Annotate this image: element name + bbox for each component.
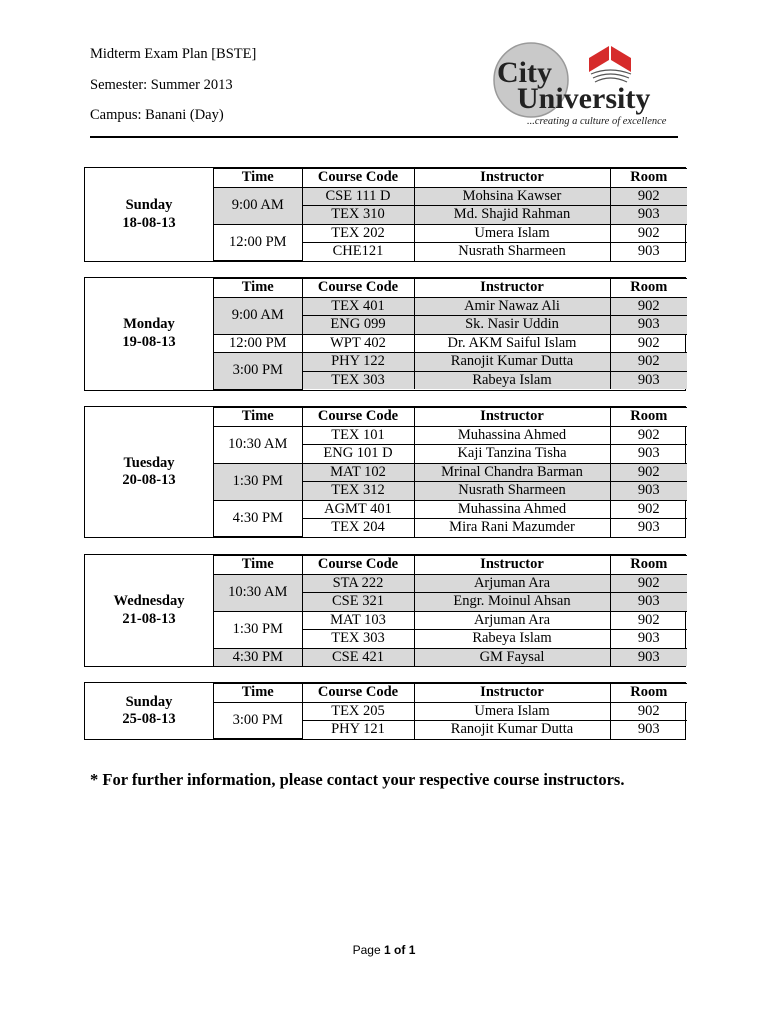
- instructor-cell: Muhassina Ahmed: [414, 500, 610, 519]
- day-cell: [85, 683, 214, 739]
- course-code-cell: ENG 099: [302, 316, 414, 335]
- header-time: Time: [214, 684, 302, 703]
- page-current: 1: [383, 943, 391, 957]
- room-cell: 902: [610, 353, 687, 372]
- day-cell: [85, 407, 214, 537]
- time-cell: 9:00 AM: [214, 297, 302, 334]
- header-room: Room: [610, 556, 687, 575]
- course-code-cell: CSE 321: [302, 593, 414, 612]
- instructor-cell: Mohsina Kawser: [414, 187, 610, 206]
- header-rule: [90, 136, 678, 138]
- course-code-cell: MAT 103: [302, 611, 414, 630]
- header-time: Time: [214, 279, 302, 298]
- header-instructor: Instructor: [414, 408, 610, 427]
- day-name: Sunday: [125, 197, 173, 213]
- header-time: Time: [214, 408, 302, 427]
- time-cell: 3:00 PM: [214, 353, 302, 390]
- day-name: Monday: [123, 316, 175, 333]
- page-number: [0, 943, 768, 957]
- day-name: Sunday: [125, 693, 173, 710]
- instructor-cell: Umera Islam: [414, 224, 610, 243]
- instructor-cell: Mira Rani Mazumder: [414, 519, 610, 537]
- table-row: [214, 334, 687, 353]
- exam-table: [214, 168, 687, 261]
- course-code-cell: TEX 303: [302, 371, 414, 389]
- day-block: [84, 682, 686, 740]
- instructor-cell: Umera Islam: [414, 702, 610, 721]
- time-cell: 1:30 PM: [214, 463, 302, 500]
- course-code-cell: TEX 312: [302, 482, 414, 501]
- course-code-cell: TEX 205: [302, 702, 414, 721]
- room-cell: 902: [610, 500, 687, 519]
- course-code-cell: PHY 122: [302, 353, 414, 372]
- city-university-logo: [493, 38, 683, 130]
- room-cell: 903: [610, 721, 687, 739]
- instructor-cell: Mrinal Chandra Barman: [414, 463, 610, 482]
- document-title: Midterm Exam Plan [BSTE]: [90, 46, 257, 62]
- room-cell: 903: [610, 316, 687, 335]
- header-course-code: Course Code: [302, 169, 414, 188]
- room-cell: 903: [610, 206, 687, 225]
- course-code-cell: MAT 102: [302, 463, 414, 482]
- room-cell: 903: [610, 482, 687, 501]
- table-header-row: [214, 279, 687, 298]
- room-cell: 902: [610, 611, 687, 630]
- day-block: [84, 167, 686, 262]
- instructor-cell: Ranojit Kumar Dutta: [414, 721, 610, 739]
- table-row: [214, 187, 687, 206]
- day-block: [84, 554, 686, 667]
- room-cell: 902: [610, 426, 687, 445]
- course-code-cell: TEX 202: [302, 224, 414, 243]
- table-header-row: [214, 556, 687, 575]
- room-cell: 902: [610, 463, 687, 482]
- exam-table: [214, 407, 687, 537]
- time-cell: 3:00 PM: [214, 702, 302, 739]
- book-icon: [589, 46, 631, 82]
- room-cell: 903: [610, 243, 687, 261]
- instructor-cell: Arjuman Ara: [414, 611, 610, 630]
- day-date: 18-08-13: [122, 214, 176, 231]
- room-cell: 903: [610, 648, 687, 666]
- room-cell: 903: [610, 371, 687, 389]
- instructor-cell: Rabeya Islam: [414, 371, 610, 389]
- instructor-cell: Md. Shajid Rahman: [414, 206, 610, 225]
- table-header-row: [214, 408, 687, 427]
- instructor-cell: GM Faysal: [414, 648, 610, 666]
- header-time: Time: [214, 556, 302, 575]
- room-cell: 902: [610, 702, 687, 721]
- day-date: 21-08-13: [122, 610, 176, 627]
- exam-table: [214, 555, 687, 666]
- logo-city-text: City: [497, 56, 552, 89]
- table-row: [214, 648, 687, 666]
- day-date: 25-08-13: [122, 711, 176, 727]
- header-course-code: Course Code: [302, 556, 414, 575]
- course-code-cell: CHE121: [302, 243, 414, 261]
- instructor-cell: Nusrath Sharmeen: [414, 482, 610, 501]
- instructor-cell: Nusrath Sharmeen: [414, 243, 610, 261]
- table-header-row: [214, 684, 687, 703]
- course-code-cell: TEX 204: [302, 519, 414, 537]
- exam-table: [214, 278, 687, 390]
- course-code-cell: CSE 111 D: [302, 187, 414, 206]
- exam-table: [214, 683, 687, 739]
- day-name: Wednesday: [113, 593, 185, 609]
- time-cell: 4:30 PM: [214, 648, 302, 666]
- course-code-cell: TEX 310: [302, 206, 414, 225]
- day-block: [84, 406, 686, 538]
- table-row: [214, 297, 687, 316]
- room-cell: 903: [610, 630, 687, 649]
- room-cell: 903: [610, 593, 687, 612]
- instructor-cell: Engr. Moinul Ahsan: [414, 593, 610, 612]
- instructor-cell: Amir Nawaz Ali: [414, 297, 610, 316]
- header-room: Room: [610, 279, 687, 298]
- header-course-code: Course Code: [302, 279, 414, 298]
- room-cell: 903: [610, 519, 687, 537]
- day-cell: [85, 555, 214, 666]
- header-room: Room: [610, 169, 687, 188]
- course-code-cell: WPT 402: [302, 334, 414, 353]
- header-time: Time: [214, 169, 302, 188]
- instructor-cell: Rabeya Islam: [414, 630, 610, 649]
- contact-note: * For further information, please contact your respective course instructors.: [90, 770, 625, 789]
- page-total: 1: [408, 943, 416, 957]
- table-row: [214, 702, 687, 721]
- time-cell: 12:00 PM: [214, 334, 302, 353]
- course-code-cell: CSE 421: [302, 648, 414, 666]
- time-cell: 4:30 PM: [214, 500, 302, 537]
- course-code-cell: TEX 101: [302, 426, 414, 445]
- day-name: Tuesday: [123, 454, 175, 471]
- room-cell: 902: [610, 334, 687, 353]
- room-cell: 902: [610, 297, 687, 316]
- header-course-code: Course Code: [302, 684, 414, 703]
- course-code-cell: STA 222: [302, 574, 414, 593]
- room-cell: 903: [610, 445, 687, 464]
- header-instructor: Instructor: [414, 279, 610, 298]
- table-row: [214, 500, 687, 519]
- semester-line: Semester: Summer 2013: [90, 77, 233, 93]
- course-code-cell: TEX 303: [302, 630, 414, 649]
- course-code-cell: ENG 101 D: [302, 445, 414, 464]
- logo-university-text: University: [517, 82, 651, 115]
- time-cell: 9:00 AM: [214, 187, 302, 224]
- course-code-cell: PHY 121: [302, 721, 414, 739]
- course-code-cell: TEX 401: [302, 297, 414, 316]
- room-cell: 902: [610, 224, 687, 243]
- time-cell: 10:30 AM: [214, 426, 302, 463]
- header-room: Room: [610, 408, 687, 427]
- instructor-cell: Ranojit Kumar Dutta: [414, 353, 610, 372]
- course-code-cell: AGMT 401: [302, 500, 414, 519]
- table-row: [214, 353, 687, 372]
- table-header-row: [214, 169, 687, 188]
- header-instructor: Instructor: [414, 684, 610, 703]
- instructor-cell: Kaji Tanzina Tisha: [414, 445, 610, 464]
- header-room: Room: [610, 684, 687, 703]
- room-cell: 902: [610, 574, 687, 593]
- time-cell: 1:30 PM: [214, 611, 302, 648]
- instructor-cell: Sk. Nasir Uddin: [414, 316, 610, 335]
- instructor-cell: Arjuman Ara: [414, 574, 610, 593]
- campus-line: Campus: Banani (Day): [90, 107, 224, 123]
- table-row: [214, 426, 687, 445]
- page-of: of: [394, 943, 406, 957]
- day-cell: [85, 278, 214, 390]
- header-instructor: Instructor: [414, 169, 610, 188]
- header-instructor: Instructor: [414, 556, 610, 575]
- table-row: [214, 574, 687, 593]
- instructor-cell: Muhassina Ahmed: [414, 426, 610, 445]
- day-cell: [85, 168, 214, 261]
- instructor-cell: Dr. AKM Saiful Islam: [414, 334, 610, 353]
- table-row: [214, 463, 687, 482]
- day-block: [84, 277, 686, 391]
- page-word: Page: [352, 943, 381, 957]
- table-row: [214, 611, 687, 630]
- table-row: [214, 224, 687, 243]
- day-date: 20-08-13: [122, 472, 176, 488]
- time-cell: 12:00 PM: [214, 224, 302, 261]
- room-cell: 902: [610, 187, 687, 206]
- day-date: 19-08-13: [122, 333, 176, 350]
- logo-tagline: ...creating a culture of excellence: [527, 116, 667, 127]
- header-course-code: Course Code: [302, 408, 414, 427]
- time-cell: 10:30 AM: [214, 574, 302, 611]
